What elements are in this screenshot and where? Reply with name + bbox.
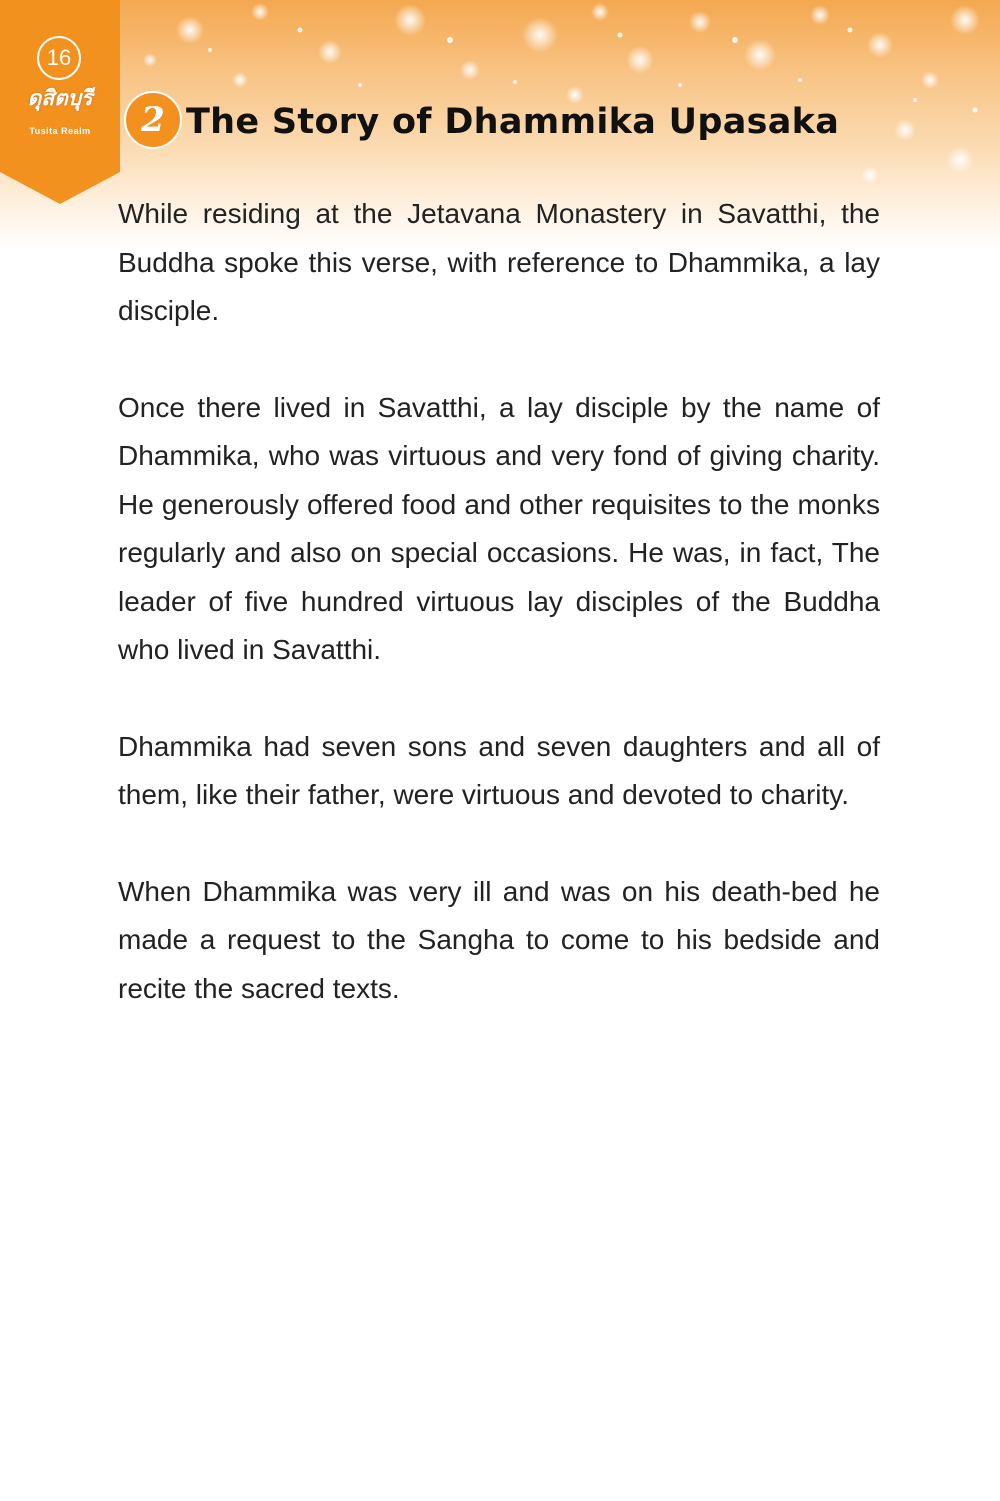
paragraph: Once there lived in Savatthi, a lay disciple by the name of Dhammika, who was virtuous and very fond of giving charity. He generously offered food and other requisites to the monks regularly and also on special occasions. He was, in fact, The leader of five hundred virtuous lay disciples of the Buddha who lived in Savatthi. [118, 391, 880, 665]
page-title: The Story of Dhammika Upasaka [186, 102, 840, 142]
paragraph: When Dhammika was very ill and was on his death-bed he made a request to the Sangha to come to his bedside and recite the sacred texts. [118, 875, 880, 1004]
book-logo-text: ดุสิตบุรี [27, 86, 93, 110]
chapter-number-badge [124, 91, 182, 149]
paragraph: Dhammika had seven sons and seven daughters and all of them, like their father, were virtuous and devoted to charity. [118, 730, 880, 810]
book-logo-subtitle: Tusita Realm [29, 126, 91, 136]
page-number: 16 [46, 45, 72, 70]
chapter-number: 2 [141, 100, 165, 140]
page-number-badge [37, 36, 81, 80]
paragraph: While residing at the Jetavana Monastery in Savatthi, the Buddha spoke this verse, with reference to Dhammika, a lay disciple. [118, 198, 880, 326]
story-body [118, 190, 880, 1061]
